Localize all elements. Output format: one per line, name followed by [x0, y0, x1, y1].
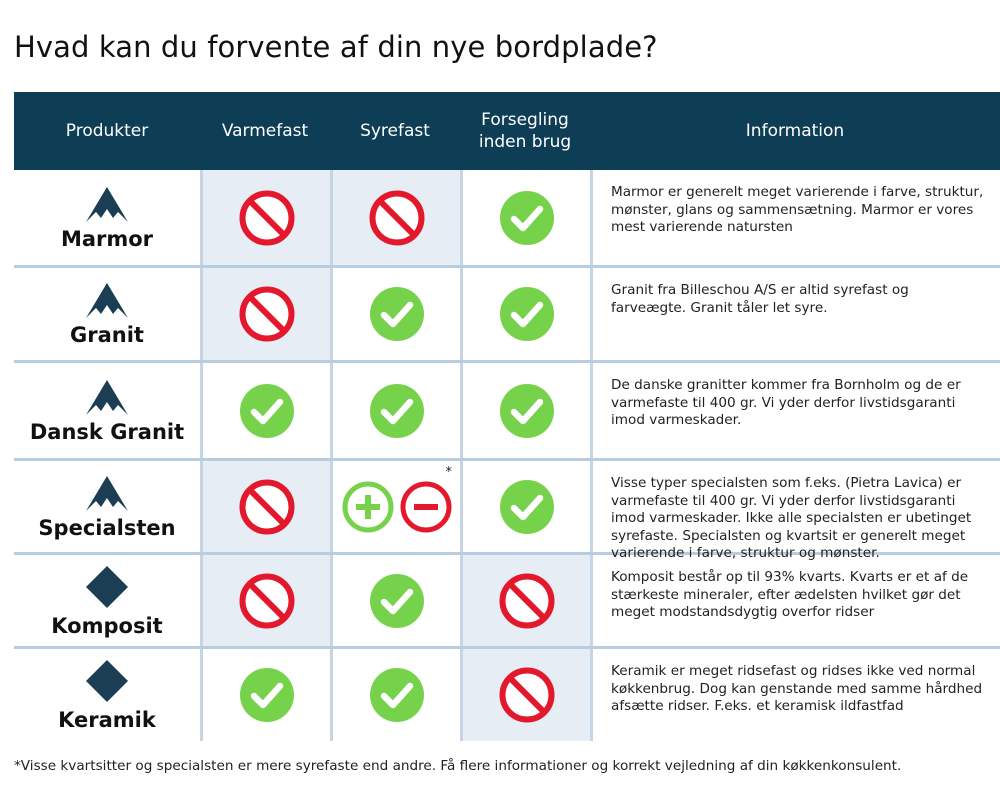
product-name: Komposit: [51, 613, 163, 638]
syrefast-cell: [330, 170, 460, 265]
forsegling-cell: [460, 461, 590, 552]
info-text: Marmor er generelt meget varierende i farve, struktur, mønster, glans og sammensætning. Marmor er vores mest varierende natursten: [611, 184, 984, 235]
check-icon: [369, 573, 425, 629]
product-name: Keramik: [58, 708, 156, 732]
info-cell: [590, 461, 1000, 561]
header-forsegling: [460, 92, 590, 170]
product-cell: [14, 461, 200, 552]
check-icon: [239, 383, 295, 439]
table-body: [14, 170, 1000, 741]
prohibited-icon: [238, 189, 296, 247]
varmefast-cell: [200, 363, 330, 458]
syrefast-cell: [330, 555, 460, 646]
info-text: Granit fra Billeschou A/S er altid syrefast og farveægte. Granit tåler let syre.: [611, 282, 909, 316]
mountain-icon: [84, 378, 130, 416]
table-row: [14, 360, 1000, 458]
header-information: Information: [745, 121, 845, 141]
table-row: [14, 458, 1000, 561]
check-icon: [369, 667, 425, 723]
forsegling-cell: [460, 170, 590, 265]
minus-icon: [399, 480, 453, 534]
table-row: [14, 646, 1000, 741]
check-icon: [369, 383, 425, 439]
check-icon: [499, 383, 555, 439]
info-text: De danske granitter kommer fra Bornholm og de er varmefaste til 400 gr. Vi yder derfor livstidsgaranti imod varmeskader.: [611, 377, 961, 428]
prohibited-icon: [498, 666, 556, 724]
info-cell: [590, 268, 1000, 360]
info-text: Komposit består op til 93% kvarts. Kvarts er et af de stærkeste mineraler, efter ædelsten hvilket gør det meget modstandsdygtig overfor ridser: [611, 569, 969, 620]
info-text: Visse typer specialsten som f.eks. (Pietra Lavica) er varmefaste til 400 gr. Vi yder derfor livstidsgaranti imod varmeskader. Ikke alle specialsten er ubetinget syrefaste. Specialsten og kvartsit er generelt meget varierende i farve, struktur og mønster.: [611, 475, 972, 561]
prohibited-icon: [498, 572, 556, 630]
forsegling-cell: [460, 649, 590, 741]
product-name: Granit: [70, 323, 144, 347]
varmefast-cell: [200, 461, 330, 552]
varmefast-cell: [200, 555, 330, 646]
product-cell: [14, 170, 200, 265]
asterisk-note: *: [445, 465, 452, 480]
table-row: [14, 170, 1000, 265]
mountain-icon: [84, 185, 130, 223]
product-name: Specialsten: [38, 515, 176, 540]
plus-icon: [341, 480, 395, 534]
info-cell: [590, 649, 1000, 741]
product-name: Marmor: [60, 226, 154, 251]
comparison-table: [14, 92, 1000, 741]
footnote: *Visse kvartsitter og specialsten er mere syrefaste end andre. Få flere informationer og korrekt vejledning af din køkkenkonsulent.: [14, 758, 902, 774]
table-row: [14, 552, 1000, 646]
syrefast-cell: [330, 268, 460, 360]
prohibited-icon: [238, 285, 296, 343]
check-icon: [369, 286, 425, 342]
mountain-icon: [84, 474, 130, 512]
syrefast-cell: [330, 649, 460, 741]
varmefast-cell: [200, 649, 330, 741]
header-produkter: Produkter: [65, 121, 149, 141]
info-text: Keramik er meget ridsefast og ridses ikke ved normal køkkenbrug. Dog kan genstande med samme hårdhed afsætte ridser. F.eks. et keramisk ildfastfad: [611, 663, 983, 714]
product-name: Dansk Granit: [29, 419, 185, 444]
check-icon: [499, 286, 555, 342]
table-row: [14, 265, 1000, 360]
info-cell: [590, 363, 1000, 458]
syrefast-cell: [330, 461, 460, 552]
forsegling-cell: [460, 555, 590, 646]
forsegling-cell: [460, 363, 590, 458]
varmefast-cell: [200, 170, 330, 265]
mountain-icon: [84, 281, 130, 319]
product-cell: [14, 555, 200, 646]
prohibited-icon: [368, 189, 426, 247]
syrefast-cell: [330, 363, 460, 458]
check-icon: [239, 667, 295, 723]
check-icon: [499, 190, 555, 246]
page-title: Hvad kan du forvente af din nye bordplade?: [14, 30, 658, 64]
product-cell: [14, 363, 200, 458]
product-cell: [14, 268, 200, 360]
header-varmefast: Varmefast: [221, 121, 309, 141]
diamond-icon: [84, 564, 130, 610]
forsegling-cell: [460, 268, 590, 360]
prohibited-icon: [238, 478, 296, 536]
info-cell: [590, 170, 1000, 265]
product-cell: [14, 649, 200, 741]
varmefast-cell: [200, 268, 330, 360]
diamond-icon: [84, 658, 130, 704]
info-cell: [590, 555, 1000, 646]
plus-minus-icons: [341, 480, 453, 534]
prohibited-icon: [238, 572, 296, 630]
header-forsegling-label: Forsegling inden brug: [478, 110, 572, 152]
check-icon: [499, 479, 555, 535]
table-header: [14, 92, 1000, 170]
header-syrefast: Syrefast: [360, 121, 430, 141]
